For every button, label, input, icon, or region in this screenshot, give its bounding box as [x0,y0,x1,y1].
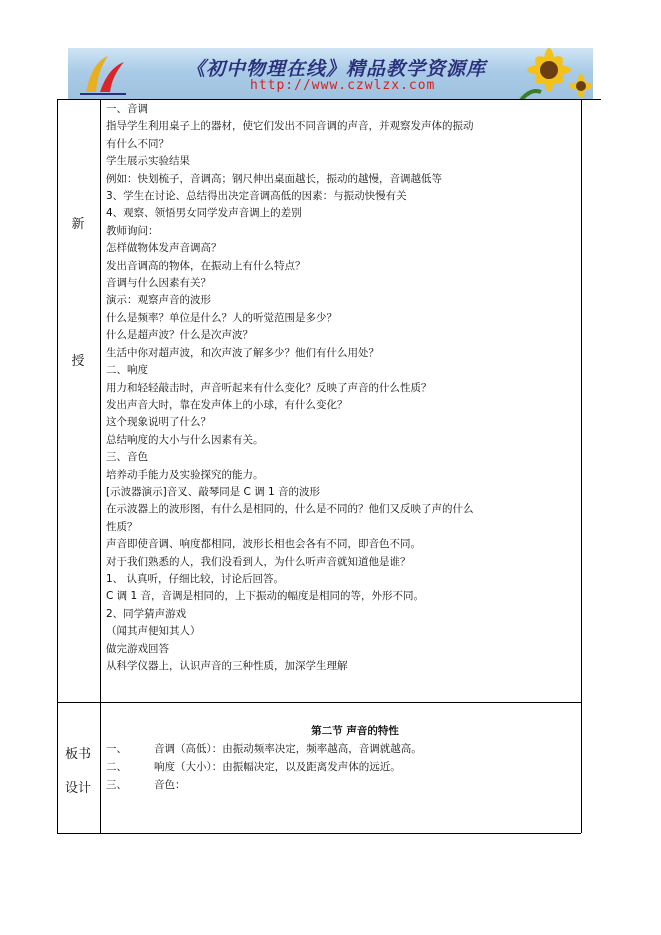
lesson-line: 发出声音大时，靠在发声体上的小球，有什么变化？ [106,398,348,411]
table-left-border [57,99,58,833]
board-heading: 第二节 声音的特性 [311,725,399,737]
lesson-line: 三、音色 [106,451,148,464]
lesson-line: 做完游戏回答 [106,642,169,655]
side-label-xin: 新 [71,217,85,232]
lesson-line: 音调与什么因素有关？ [106,277,211,290]
lesson-line: 性质？ [106,520,138,533]
lesson-line: 什么是超声波？什么是次声波？ [106,329,253,342]
lesson-line: 声音即使音调、响度都相同，波形长相也会各有不同，即音色不同。 [106,538,421,551]
lesson-line: 对于我们熟悉的人，我们没看到人，为什么听声音就知道他是谁？ [106,555,411,568]
column-divider [100,99,101,833]
lesson-line: C 调 1 音，音调是相同的，上下振动的幅度是相同的等，外形不同。 [106,590,425,603]
lesson-line: 培养动手能力及实验探究的能力。 [106,468,264,481]
lesson-line: 1、 认真听，仔细比较，讨论后回答。 [106,572,285,585]
lesson-line: 总结响度的大小与什么因素有关。 [106,433,264,446]
lesson-line: 这个现象说明了什么？ [106,416,211,429]
board-row-number: 二、 [106,761,127,773]
board-row-number: 三、 [106,779,127,791]
sunflower-icon [501,48,591,100]
side-label-banshu: 板书 [64,747,91,762]
board-row-text: 响度（大小）：由振幅决定，以及距离发声体的远近。 [154,761,401,773]
lesson-line: 有什么不同？ [106,137,169,150]
board-row-text: 音调（高低）：由振动频率决定，频率越高，音调就越高。 [154,743,422,755]
lesson-line: 学生展示实验结果 [106,155,190,168]
lesson-line: 2、同学猜声游戏 [106,607,187,620]
lesson-line: 4、观察、领悟男女同学发声音调上的差别 [106,207,302,220]
lesson-line: 从科学仪器上，认识声音的三种性质，加深学生理解 [106,660,348,672]
banner-title: 《初中物理在线》精品教学资源库 [186,58,487,80]
side-label-sheji: 设计 [64,781,91,796]
lesson-line: 3、学生在讨论、总结得出决定音调高低的因素：与振动快慢有关 [106,190,407,203]
lesson-line: 例如：快划梳子，音调高；钢尺伸出桌面越长，振动的越慢，音调越低等 [106,172,442,185]
lesson-line: 用力和轻轻敲击时，声音听起来有什么变化？反映了声音的什么性质？ [106,381,432,394]
table-bottom-border [57,833,581,834]
side-label-shou: 授 [71,354,85,369]
lesson-line: 发出音调高的物体，在振动上有什么特点？ [106,259,306,272]
board-row [106,758,584,776]
lesson-line: 指导学生利用桌子上的器材，使它们发出不同音调的声音，并观察发声体的振动 [106,120,474,133]
board-row-number: 一、 [106,743,127,755]
lesson-line: 演示：观察声音的波形 [106,294,211,307]
logo-icon [78,52,128,96]
lesson-line: [示波器演示]音叉、敲琴同是 C 调 1 音的波形 [106,485,321,498]
section-divider [57,702,581,703]
lesson-line: 二、响度 [106,364,148,377]
board-row [106,776,584,794]
banner-url[interactable]: http://www.czwlzx.com [250,78,436,93]
lesson-content [106,101,584,675]
board-row-text: 音色： [154,779,186,791]
lesson-line: 怎样做物体发声音调高？ [106,242,222,255]
lesson-line: 教师询问： [106,224,159,237]
board-design [106,722,584,794]
lesson-line: 什么是频率？单位是什么？人的听觉范围是多少？ [106,311,337,324]
lesson-line: 生活中你对超声波，和次声波了解多少？他们有什么用处？ [106,346,379,359]
lesson-line: （闻其声便知其人） [106,625,201,638]
board-row [106,740,584,758]
header-banner [68,48,593,100]
lesson-line: 一、音调 [106,103,148,115]
lesson-line: 在示波器上的波形图，有什么是相同的，什么是不同的？他们又反映了声的什么 [106,503,474,516]
table-top-border [57,99,601,100]
